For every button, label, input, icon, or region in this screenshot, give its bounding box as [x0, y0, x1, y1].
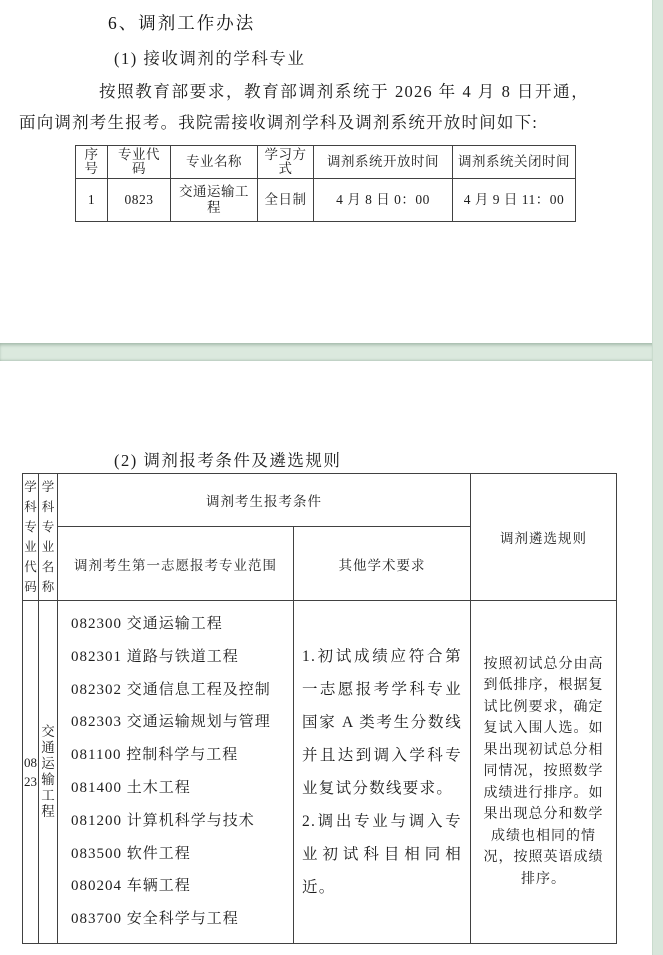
- scope-list-item: 082302 交通信息工程及控制: [71, 681, 271, 698]
- cell-index: 1: [76, 179, 108, 222]
- selection-rules-text: 按照初试总分由高到低排序，根据复试比例要求，确定复试入围人选。如果出现初试总分相同情况，按照数学成绩进行排序。如果出现总分和数学成绩也相同的情况，按照英语成绩排序。: [483, 656, 604, 887]
- transfer-schedule-table: [75, 145, 576, 222]
- col-header-selection-rules: 调剂遴选规则: [471, 474, 617, 601]
- intro-paragraph: 按照教育部要求，教育部调剂系统于 2026 年 4 月 8 日开通，面向调剂考生报考。我院需接收调剂学科及调剂系统开放时间如下:: [19, 82, 589, 132]
- cell-first-choice-scope: [58, 601, 294, 944]
- scope-list-item: 081400 土木工程: [71, 780, 191, 796]
- scope-list-item: 082303 交通运输规划与管理: [71, 714, 271, 731]
- transfer-criteria-table: [22, 473, 617, 944]
- scope-list-item: 081100 控制科学与工程: [71, 747, 239, 764]
- criteria-header-row-1: [23, 474, 617, 527]
- section-heading: 6、调剂工作办法: [108, 13, 256, 33]
- scope-list-item: 082300 交通运输工程: [71, 616, 223, 633]
- document-page-1: [0, 0, 653, 343]
- scope-list-item: 082301 道路与铁道工程: [71, 648, 239, 665]
- scope-list-item: 083700 安全科学与工程: [71, 911, 239, 928]
- col-header-discipline-code: 学科专业代码: [23, 474, 39, 601]
- cell-major-name: 交通运输工程: [171, 179, 258, 222]
- academic-requirement-1: 1.初试成绩应符合第一志愿报考学科专业国家 A 类考生分数线并且达到调入学科专业复试分数线要求。: [302, 648, 462, 797]
- cell-discipline-code: 0823: [23, 601, 39, 944]
- cell-selection-rules: [471, 601, 617, 944]
- cell-other-academic-requirements: [294, 601, 471, 944]
- scope-list-item: 081200 计算机科学与技术: [71, 812, 255, 829]
- col-header-major-name: 专业名称: [171, 146, 258, 179]
- schedule-data-row: [76, 179, 576, 222]
- col-header-close-time: 调剂系统关闭时间: [453, 146, 576, 179]
- cell-study-mode: 全日制: [258, 179, 314, 222]
- schedule-header-row: [76, 146, 576, 179]
- col-header-other-academic: 其他学术要求: [294, 527, 471, 601]
- criteria-data-row: [23, 601, 617, 944]
- cell-discipline-name: 交通运输工程: [39, 601, 58, 944]
- cell-open-time: 4 月 8 日 0：00: [314, 179, 453, 222]
- col-header-study-mode: 学习方式: [258, 146, 314, 179]
- col-header-index: 序号: [76, 146, 108, 179]
- academic-requirement-2: 2.调出专业与调入专业初试科目相同相近。: [302, 813, 462, 896]
- col-header-first-choice-scope: 调剂考生第一志愿报考专业范围: [58, 527, 294, 601]
- scope-list-item: 080204 车辆工程: [71, 878, 191, 895]
- page-gap: [0, 343, 653, 361]
- cell-close-time: 4 月 9 日 11：00: [453, 179, 576, 222]
- document-page-2: [0, 361, 653, 955]
- subsection-heading-1: (1) 接收调剂的学科专业: [114, 49, 306, 68]
- subsection-heading-2: (2) 调剂报考条件及遴选规则: [114, 451, 342, 470]
- col-header-open-time: 调剂系统开放时间: [314, 146, 453, 179]
- col-header-major-code: 专业代码: [108, 146, 171, 179]
- scope-list-item: 083500 软件工程: [71, 845, 191, 862]
- col-header-discipline-name: 学科专业名称: [39, 474, 58, 601]
- col-header-applicant-conditions: 调剂考生报考条件: [58, 474, 471, 527]
- cell-major-code: 0823: [108, 179, 171, 222]
- background-side-strip: [652, 0, 663, 955]
